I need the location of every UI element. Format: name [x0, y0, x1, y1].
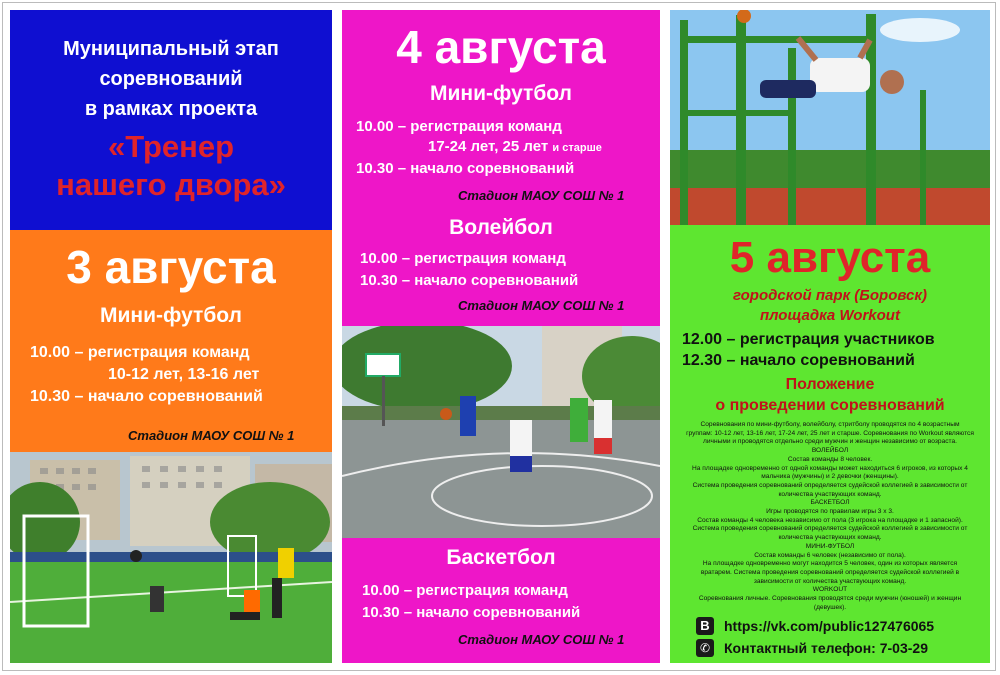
aug5-row-1: 12.00 – регистрация участников — [682, 331, 935, 348]
rules-line: ВОЛЕЙБОЛ — [811, 447, 849, 455]
aug5-panel — [670, 225, 990, 663]
rules-line: На площадке одновременно могут находится 5 человек, один из которых является — [702, 560, 958, 568]
aug4-date: 4 августа — [396, 21, 606, 73]
workout-photo — [670, 10, 990, 225]
rules-line: группам: 10-12 лет, 13-16 лет, 17-24 лет, 25 лет и старше. Соревнования по Workout являются — [686, 429, 974, 437]
basketball-stadium: Стадион МАОУ СОШ № 1 — [458, 632, 625, 647]
project-name-line-1: «Тренер — [107, 129, 235, 164]
aug5-place-2: площадка Workout — [760, 307, 900, 324]
phone-icon: ✆ — [696, 639, 714, 657]
rules-line: личными и проводятся отдельно среди мужчин и женщин независимо от возраста. — [703, 438, 957, 446]
vk-icon: В — [696, 617, 714, 635]
contact-phone: Контактный телефон: 7-03-29 — [724, 640, 928, 656]
rules-title-1: Положение — [785, 376, 875, 393]
aug3-sport: Мини-футбол — [100, 304, 242, 327]
basketball-row-1: 10.00 – регистрация команд — [362, 582, 568, 599]
rules-text — [684, 421, 976, 612]
rules-line: Состав команды 8 человек. — [787, 455, 873, 463]
aug4-sport-basketball: Баскетбол — [446, 546, 556, 569]
vk-link[interactable]: https://vk.com/public127476065 — [724, 618, 935, 634]
aug3-date: 3 августа — [66, 241, 276, 293]
volleyball-stadium: Стадион МАОУ СОШ № 1 — [458, 298, 625, 313]
aug3-row-2: 10.30 – начало соревнований — [30, 388, 263, 405]
rules-line: Состав команды 6 человек (независимо от пола). — [754, 551, 906, 559]
rules-line: МИНИ-ФУТБОЛ — [805, 542, 855, 550]
rules-line: (девушек). — [813, 603, 847, 611]
aug4-sport-volleyball: Волейбол — [449, 216, 553, 239]
aug5-row-2: 12.30 – начало соревнований — [682, 352, 915, 369]
rules-line: Состав команды 4 человека независимо от пола (3 игрока на площадке и 1 запасной). — [697, 516, 963, 524]
aug4-panel — [342, 10, 660, 326]
aug5-date: 5 августа — [729, 233, 931, 282]
basketball-row-2: 10.30 – начало соревнований — [362, 604, 581, 621]
aug3-stadium: Стадион МАОУ СОШ № 1 — [128, 428, 295, 443]
football-photo — [10, 452, 332, 663]
minifootball-row-1b: 17-24 лет, 25 лет и старше — [428, 138, 602, 155]
aug3-row-1b: 10-12 лет, 13-16 лет — [108, 366, 260, 383]
rules-line: WORKOUT — [812, 586, 848, 594]
intro-panel — [10, 10, 332, 230]
rules-line: Система проведения соревнований определяется судейской коллегией в зависимости от — [692, 525, 968, 533]
minifootball-row-2: 10.30 – начало соревнований — [356, 160, 575, 177]
minifootball-stadium: Стадион МАОУ СОШ № 1 — [458, 188, 625, 203]
aug3-panel — [10, 230, 332, 452]
rules-line: вратарем. Система проведения соревнований определяется судейской коллегией в — [700, 568, 960, 576]
rules-line: БАСКЕТБОЛ — [810, 499, 850, 507]
rules-line: зависимости от количества участвующих команд. — [753, 577, 907, 585]
rules-line: Соревнования личные. Соревнования проводятся среди мужчин (юношей) и женщин — [698, 595, 962, 603]
aug3-row-1: 10.00 – регистрация команд — [30, 344, 250, 361]
rules-line: Система проведения соревнований определяется судейской коллегией в зависимости от — [692, 481, 968, 489]
rules-line: мальчика (мужчины) и 2 девочки (женщины). — [761, 473, 899, 481]
aug4-sport-minifootball: Мини-футбол — [430, 82, 572, 105]
minifootball-row-1: 10.00 – регистрация команд — [356, 118, 562, 135]
volleyball-row-1: 10.00 – регистрация команд — [360, 250, 566, 267]
rules-line: Игры проводятся по правилам игры 3 х 3. — [766, 508, 894, 516]
rules-title-2: о проведении соревнований — [715, 397, 945, 414]
aug5-place-1: городской парк (Боровск) — [733, 287, 927, 304]
rules-line: На площадке одновременно от одной команды может находиться 6 игроков, из которых 4 — [692, 464, 968, 472]
rules-line: количества участвующих команд. — [778, 490, 882, 498]
basketball-panel — [342, 538, 660, 663]
intro-line-2: соревнований — [99, 68, 243, 90]
volleyball-row-2: 10.30 – начало соревнований — [360, 272, 579, 289]
rules-line: количества участвующих команд. — [778, 534, 882, 542]
basketball-photo — [342, 326, 660, 538]
intro-line-3: в рамках проекта — [84, 98, 258, 120]
intro-line-1: Муниципальный этап — [63, 38, 279, 60]
rules-line: Соревнования по мини-футболу, волейболу, стритболу проводятся по 4 возрастным — [700, 421, 960, 428]
project-name-line-2: нашего двора» — [56, 167, 286, 202]
